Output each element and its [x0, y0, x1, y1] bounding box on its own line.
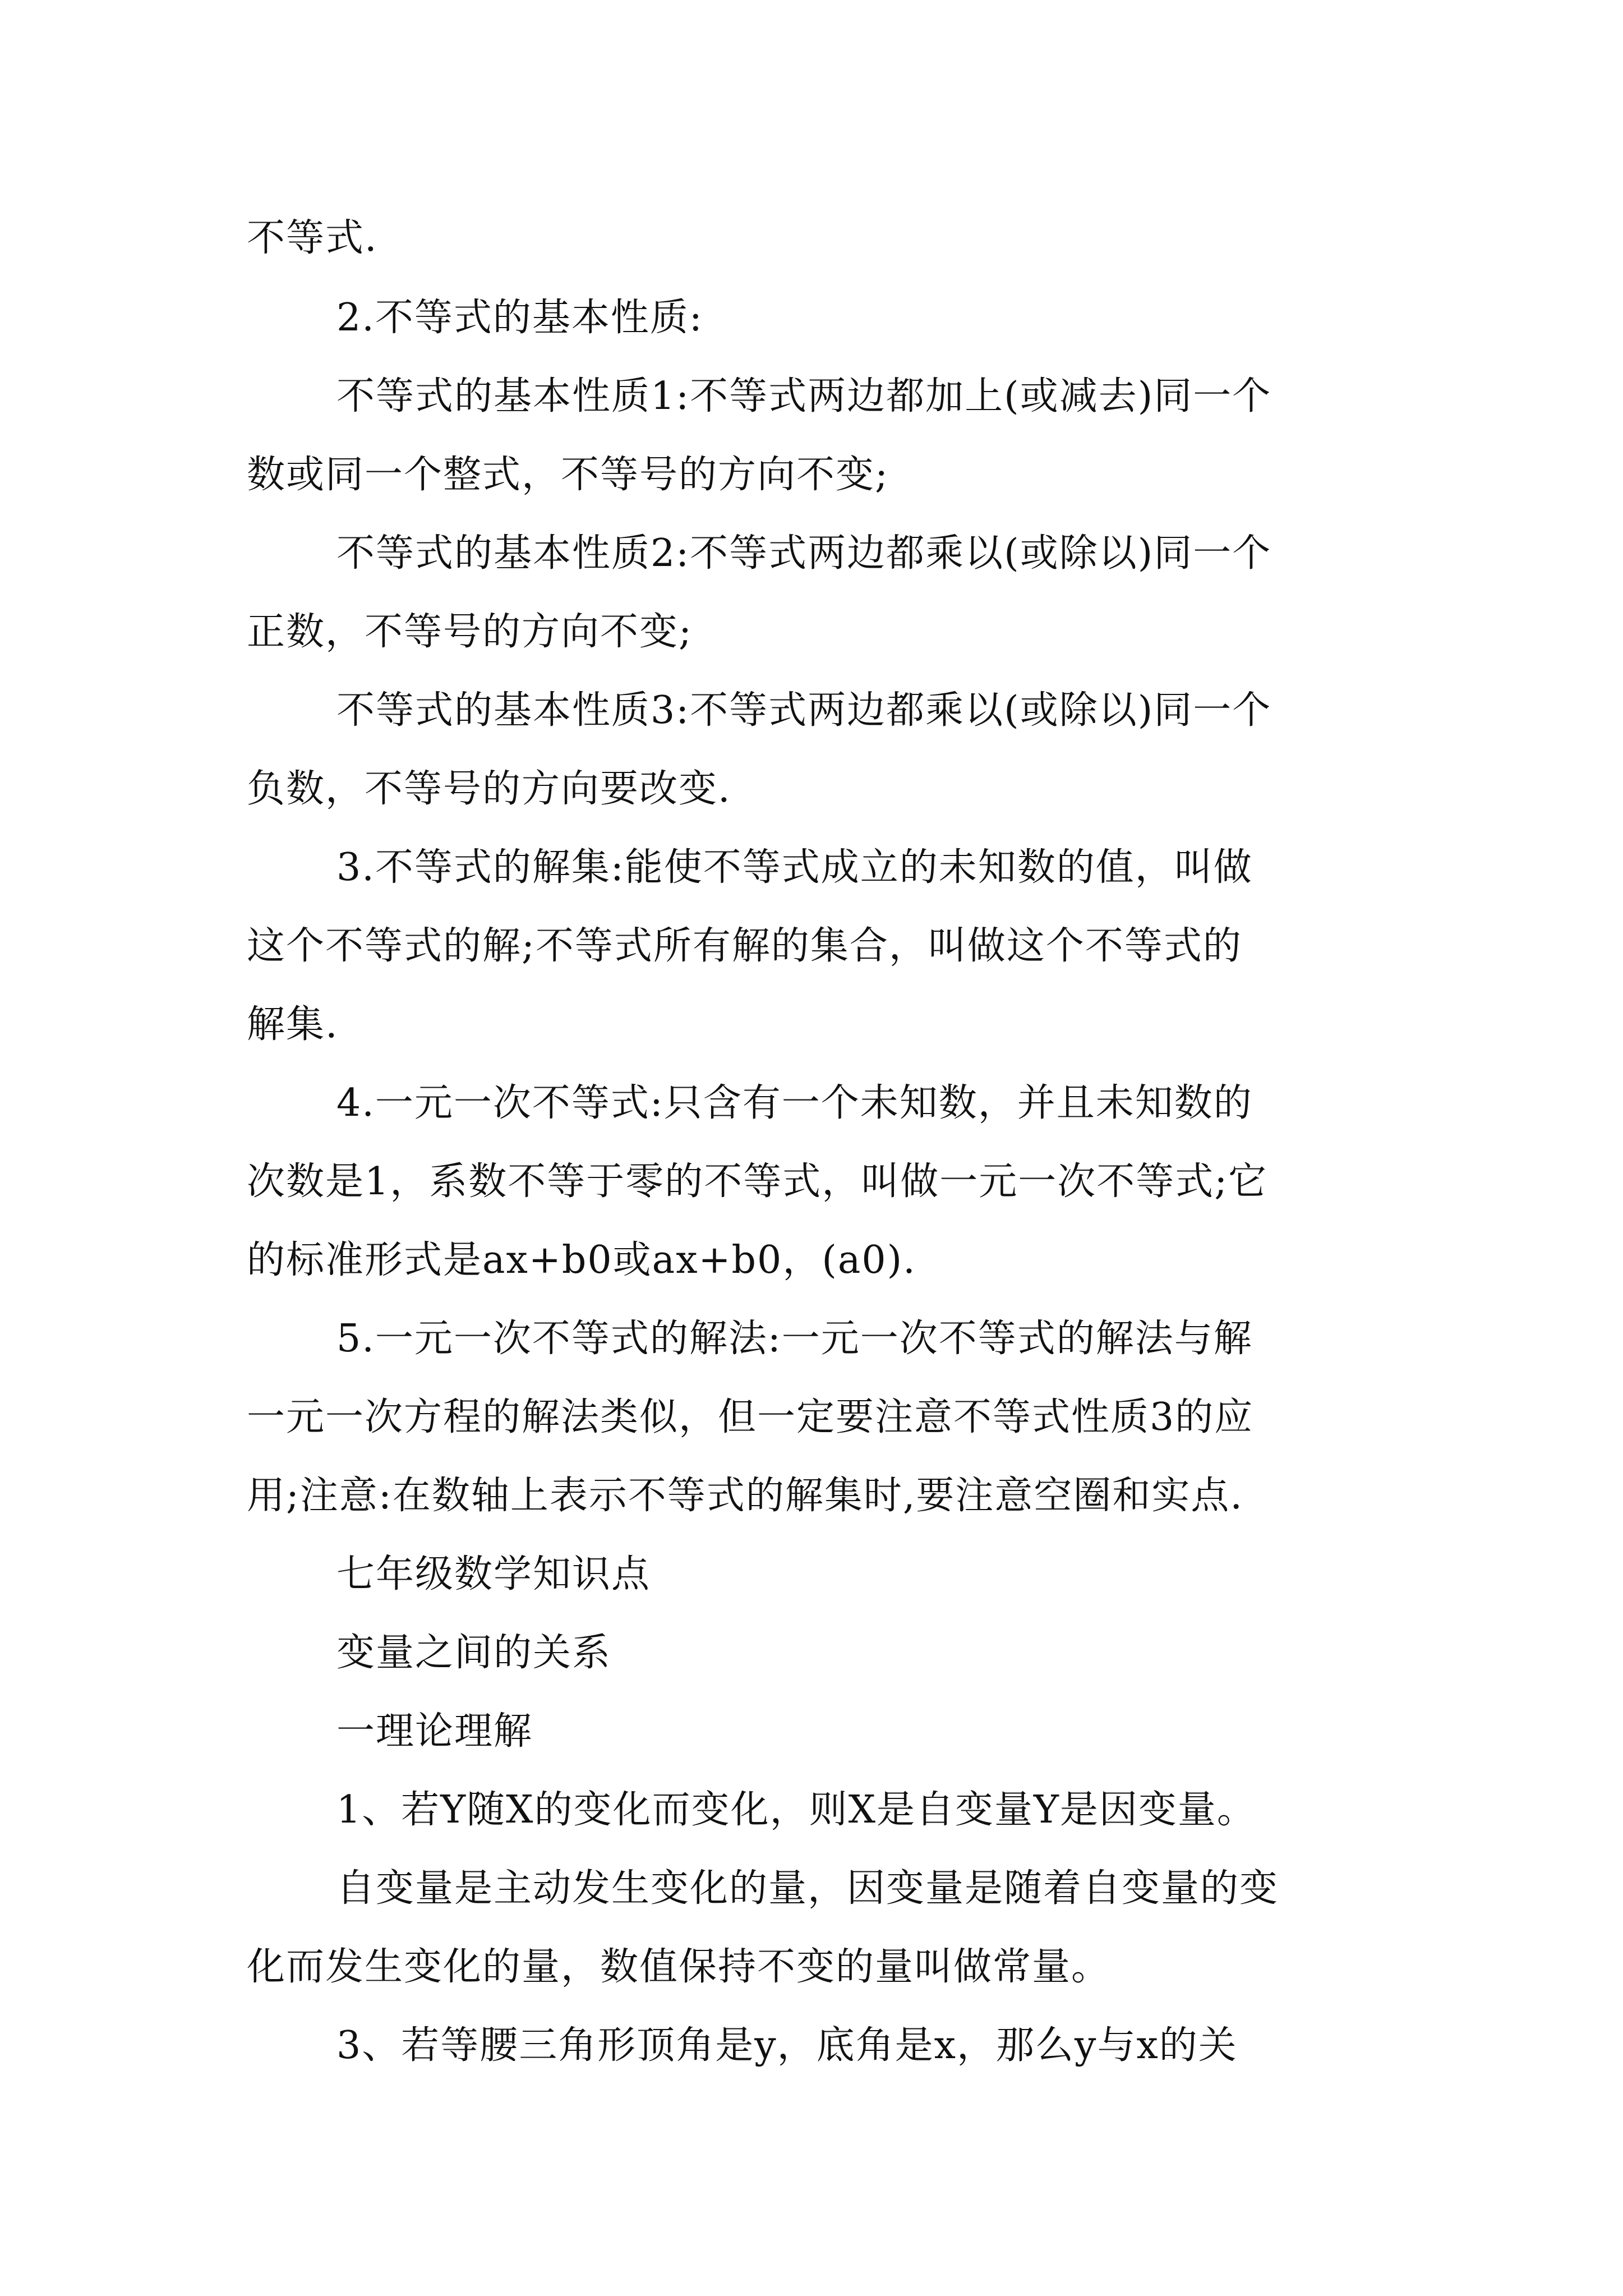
section-heading: 一理论理解 [336, 1709, 533, 1754]
text-line: 正数，不等号的方向不变; [247, 610, 693, 654]
section-heading: 七年级数学知识点 [336, 1552, 651, 1596]
text-line: 的标准形式是ax+b0或ax+b0，(a0). [247, 1238, 916, 1282]
text-line: 自变量是主动发生变化的量，因变量是随着自变量的变 [336, 1866, 1279, 1911]
text-line: 不等式的基本性质2:不等式两边都乘以(或除以)同一个 [336, 531, 1272, 576]
section-heading: 2.不等式的基本性质: [336, 296, 703, 340]
text-line: 3、若等腰三角形顶角是y，底角是x，那么y与x的关 [336, 2023, 1238, 2068]
section-heading: 变量之间的关系 [336, 1631, 612, 1675]
text-line: 次数是1，系数不等于零的不等式，叫做一元一次不等式;它 [247, 1159, 1268, 1204]
text-line: 负数，不等号的方向要改变. [247, 767, 731, 811]
text-line: 一元一次方程的解法类似，但一定要注意不等式性质3的应 [247, 1395, 1254, 1439]
text-line: 不等式的基本性质1:不等式两边都加上(或减去)同一个 [336, 374, 1272, 418]
text-line: 数或同一个整式，不等号的方向不变; [247, 453, 889, 497]
text-line: 用;注意:在数轴上表示不等式的解集时,要注意空圈和实点. [247, 1474, 1244, 1518]
text-line: 这个不等式的解;不等式所有解的集合，叫做这个不等式的 [247, 924, 1242, 968]
text-line: 解集. [247, 1002, 339, 1047]
text-line: 3.不等式的解集:能使不等式成立的未知数的值，叫做 [336, 845, 1253, 890]
text-line: 不等式的基本性质3:不等式两边都乘以(或除以)同一个 [336, 688, 1272, 733]
text-line: 化而发生变化的量，数值保持不变的量叫做常量。 [247, 1945, 1111, 1989]
text-line: 1、若Y随X的变化而变化，则X是自变量Y是因变量。 [336, 1788, 1256, 1832]
text-line: 不等式. [247, 216, 378, 260]
text-line: 4.一元一次不等式:只含有一个未知数，并且未知数的 [336, 1081, 1253, 1125]
text-line: 5.一元一次不等式的解法:一元一次不等式的解法与解 [336, 1317, 1253, 1361]
